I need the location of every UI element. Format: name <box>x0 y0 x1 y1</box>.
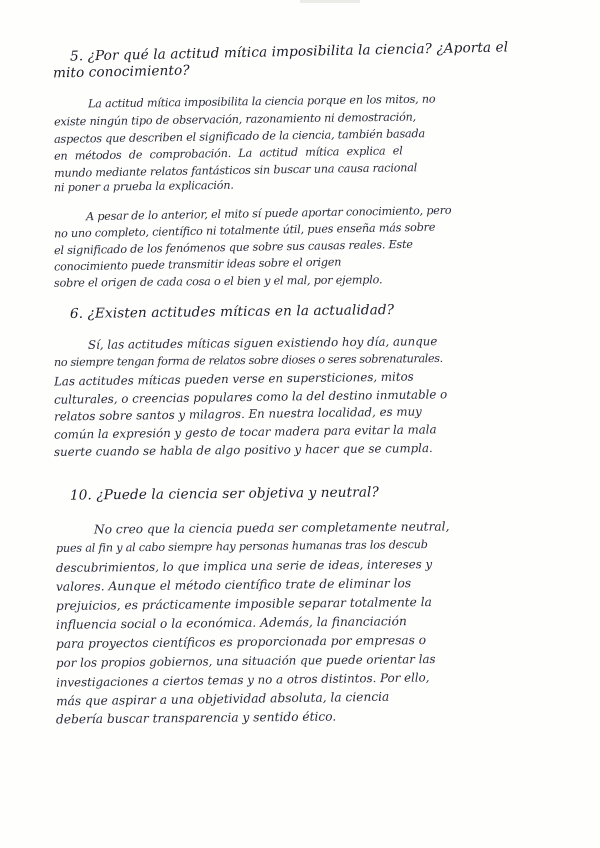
answer-line: valores. Aunque el método científico trate de eliminar los <box>55 576 412 594</box>
answer-line: Las actitudes míticas pueden verse en supersticiones, mitos <box>53 369 414 389</box>
answer-line: relatos sobre santos y milagros. En nuestra localidad, es muy <box>53 404 422 424</box>
answer-line: No creo que la ciencia pueda ser completamente neutral, <box>93 519 450 537</box>
answer-line: en métodos de comprobación. La actitud mítica explica el <box>53 144 403 163</box>
answer-line: prejuicios, es prácticamente imposible separar totalmente la <box>55 595 432 613</box>
answer-line: el significado de los fenómenos que sobre sus causas reales. Este <box>53 237 413 258</box>
answer-line: ni poner a prueba la explicación. <box>53 178 234 195</box>
answer-line: descubrimientos, lo que implica una serie de ideas, intereses y <box>55 557 433 575</box>
answer-line: sobre el origen de cada cosa o el bien y el mal, por ejemplo. <box>53 273 383 290</box>
answer-line: influencia social o la económica. Además, la financiación <box>55 614 407 632</box>
answer-line: Sí, las actitudes míticas siguen existiendo hoy día, aunque <box>87 334 438 352</box>
answer-line: más que aspirar a una objetividad absoluta, la ciencia <box>55 689 390 709</box>
answer-line: aspectos que describen el significado de la ciencia, también basada <box>53 127 426 146</box>
answer-line: La actitud mítica imposibilita la ciencia porque en los mitos, no <box>87 92 436 111</box>
answer-line: mundo mediante relatos fantásticos sin buscar una causa racional <box>53 161 418 180</box>
question-title: 10. ¿Puede la ciencia ser objetiva y neutral? <box>69 484 379 504</box>
answer-line: no uno completo, científico ni totalmente útil, pues enseña más sobre <box>53 220 436 241</box>
answer-line: culturales, o creencias populares como la del destino inmutable o <box>53 387 448 407</box>
scan-edge-mark <box>300 0 360 3</box>
answer-line: conocimiento puede transmitir ideas sobre el origen <box>53 255 342 274</box>
question-title: mito conocimiento? <box>52 62 190 82</box>
question-title: 6. ¿Existen actitudes míticas en la actualidad? <box>69 302 395 322</box>
answer-line: A pesar de lo anterior, el mito sí puede aportar conocimiento, pero <box>85 203 452 224</box>
answer-line: debería buscar transparencia y sentido ético. <box>55 709 337 727</box>
answer-line: por los propios gobiernos, una situación que puede orientar las <box>55 652 436 670</box>
answer-line: no siempre tengan forma de relatos sobre dioses o seres sobrenaturales. <box>53 351 443 370</box>
answer-line: investigaciones a ciertos temas y no a otros distintos. Por ello, <box>55 670 430 690</box>
answer-line: para proyectos científicos es proporcionada por empresas o <box>55 633 427 651</box>
answer-line: suerte cuando se habla de algo positivo y hacer que se cumpla. <box>53 441 433 459</box>
answer-line: común la expresión y gesto de tocar madera para evitar la mala <box>53 422 437 442</box>
question-title: 5. ¿Por qué la actitud mítica imposibilita la ciencia? ¿Aporta el <box>69 39 509 65</box>
answer-line: pues al fin y al cabo siempre hay personas humanas tras los descub <box>55 538 428 555</box>
answer-line: existe ningún tipo de observación, razonamiento ni demostración, <box>53 110 417 129</box>
